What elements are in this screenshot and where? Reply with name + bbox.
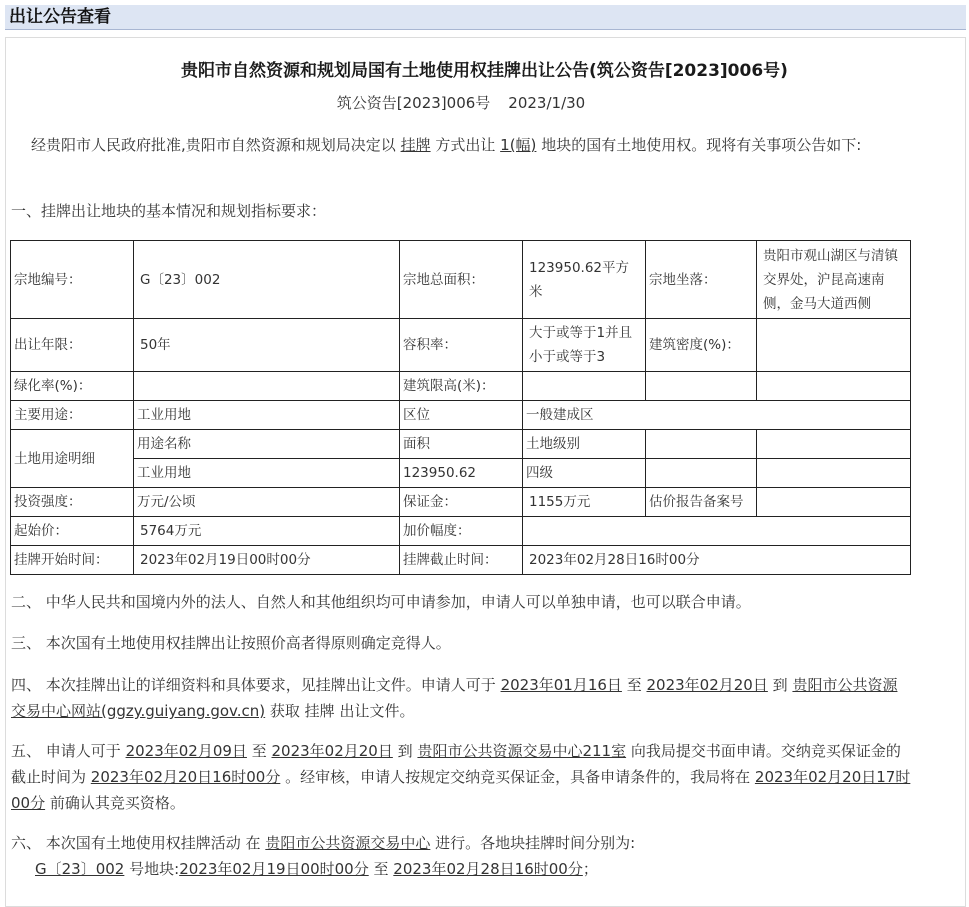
section-4-text: 到 (772, 676, 788, 694)
section-6-start-time: 2023年02月19日00时00分 (179, 860, 369, 878)
section-6-venue: 贵阳市公共资源交易中心 (265, 834, 431, 852)
section-3: 三、 本次国有土地使用权挂牌出让按照价高者得原则确定竞得人。 (11, 634, 451, 652)
intro-text-3: 地块的国有土地使用权。现将有关事项公告如下: (541, 136, 862, 154)
zone-value: 一般建成区 (523, 401, 911, 430)
term-label: 出让年限： (11, 319, 134, 372)
detail-grade: 四级 (523, 459, 646, 488)
table-row (11, 517, 911, 546)
section-5-text: 至 (251, 742, 267, 760)
appraisal-value (757, 488, 911, 517)
section-4-text: 至 (626, 676, 642, 694)
empty-cell (646, 372, 757, 401)
height-value (523, 372, 646, 401)
notice-date: 2023/1/30 (508, 94, 586, 112)
listing-start: 2023年02月19日00时00分 (134, 546, 400, 575)
location-value: 贵阳市观山湖区与清镇交界处，沪昆高速南侧，金马大道西侧 (757, 241, 911, 319)
section-5-date-to: 2023年02月20日 (271, 742, 393, 760)
section-5-text: 五、 申请人可于 (11, 742, 121, 760)
section-5-text: 。经审核，申请人按规定交纳竞买保证金，具备申请条件的，我局将在 (285, 768, 751, 786)
section-5-text: 到 (397, 742, 413, 760)
table-row (11, 241, 911, 319)
parcel-no: G〔23〕002 (134, 241, 400, 319)
deposit-label: 保证金： (400, 488, 523, 517)
invest-value: 万元/公顷 (134, 488, 400, 517)
area-label: 宗地总面积： (400, 241, 523, 319)
section-6-schedule (35, 856, 935, 882)
doc-number: 筑公资告[2023]006号 (336, 94, 491, 112)
header-title: 出让公告查看 (9, 7, 111, 27)
parcel-no-label: 宗地编号： (11, 241, 134, 319)
empty-cell (757, 372, 911, 401)
section-6-parcel: G〔23〕002 (35, 860, 125, 878)
location-label: 宗地坐落： (646, 241, 757, 319)
detail-name: 工业用地 (134, 459, 400, 488)
section-4 (11, 672, 911, 724)
appraisal-label: 估价报告备案号 (646, 488, 757, 517)
section-5 (11, 738, 911, 816)
section-6-text: 进行。各地块挂牌时间分别为: (435, 834, 636, 852)
density-value (757, 319, 911, 372)
section-6-end-time: 2023年02月28日16时00分 (393, 860, 583, 878)
height-label: 建筑限高(米)： (400, 372, 523, 401)
section-5-text: 前确认其竞买资格。 (49, 794, 185, 812)
section-4-text: 获取 挂牌 出让文件。 (269, 702, 415, 720)
detail-area-head: 面积 (400, 430, 523, 459)
use-label: 主要用途： (11, 401, 134, 430)
far-label: 容积率： (400, 319, 523, 372)
deposit-deadline: 2023年02月20日16时00分 (90, 768, 281, 786)
intro-method: 挂牌 (400, 136, 431, 154)
table-row (11, 430, 911, 459)
qualification-confirm-time: 2023年02月20日17时00分 (11, 768, 911, 812)
section-5-text: 向我局提交书面申请。交纳竞买保证金的截止时间为 (11, 742, 901, 786)
table-row (11, 488, 911, 517)
notice-subtitle (0, 92, 922, 114)
intro-paragraph (11, 132, 911, 158)
section-6-text: 六、 本次国有土地使用权挂牌活动 在 (11, 834, 261, 852)
section-4-text: 四、 本次挂牌出让的详细资料和具体要求，见挂牌出让文件。申请人可于 (11, 676, 496, 694)
table-row (11, 401, 911, 430)
listing-start-label: 挂牌开始时间： (11, 546, 134, 575)
green-label: 绿化率(%)： (11, 372, 134, 401)
parcel-info-table (10, 240, 911, 575)
table-row (11, 319, 911, 372)
table-row (11, 459, 911, 488)
listing-end-label: 挂牌截止时间： (400, 546, 523, 575)
section-6 (11, 830, 911, 856)
intro-text-1: 经贵阳市人民政府批准,贵阳市自然资源和规划局决定以 (31, 136, 396, 154)
section-4-date-to: 2023年02月20日 (646, 676, 768, 694)
start-price: 5764万元 (134, 517, 400, 546)
section-5-date-from: 2023年02月09日 (125, 742, 247, 760)
term-value: 50年 (134, 319, 400, 372)
zone-label: 区位 (400, 401, 523, 430)
detail-area: 123950.62 (400, 459, 523, 488)
table-row (11, 372, 911, 401)
listing-end: 2023年02月28日16时00分 (523, 546, 911, 575)
section-2: 二、 中华人民共和国境内外的法人、自然人和其他组织均可申请参加，申请人可以单独申请，也可以联合申请。 (11, 593, 751, 611)
deposit-value: 1155万元 (523, 488, 646, 517)
density-label: 建筑密度(%)： (646, 319, 757, 372)
detail-grade-head: 土地级别 (523, 430, 646, 459)
empty-cell (757, 459, 911, 488)
detail-label: 土地用途明细 (11, 430, 134, 488)
header-bar (5, 5, 966, 30)
section-6-text: 号地块: (129, 860, 180, 878)
section-6-text: 至 (373, 860, 389, 878)
use-value: 工业用地 (134, 401, 400, 430)
area-value: 123950.62平方米 (523, 241, 646, 319)
start-price-label: 起始价： (11, 517, 134, 546)
empty-cell (646, 430, 757, 459)
far-value: 大于或等于1并且小于或等于3 (523, 319, 646, 372)
detail-name-head: 用途名称 (134, 430, 400, 459)
notice-title: 贵阳市自然资源和规划局国有土地使用权挂牌出让公告(筑公资告[2023]006号) (181, 61, 788, 81)
increment-value (523, 517, 911, 546)
empty-cell (757, 430, 911, 459)
invest-label: 投资强度： (11, 488, 134, 517)
intro-count: 1(幅) (500, 136, 537, 154)
trading-center-website-link[interactable]: 贵阳市公共资源交易中心网站(ggzy.guiyang.gov.cn) (11, 676, 898, 720)
section-4-date-from: 2023年01月16日 (500, 676, 622, 694)
table-row (11, 546, 911, 575)
empty-cell (646, 459, 757, 488)
section-5-room: 贵阳市公共资源交易中心211室 (417, 742, 627, 760)
intro-text-2: 方式出让 (435, 136, 496, 154)
green-value (134, 372, 400, 401)
section-6-text: ； (582, 860, 598, 878)
section-1-heading: 一、挂牌出让地块的基本情况和规划指标要求： (11, 202, 327, 220)
increment-label: 加价幅度： (400, 517, 523, 546)
